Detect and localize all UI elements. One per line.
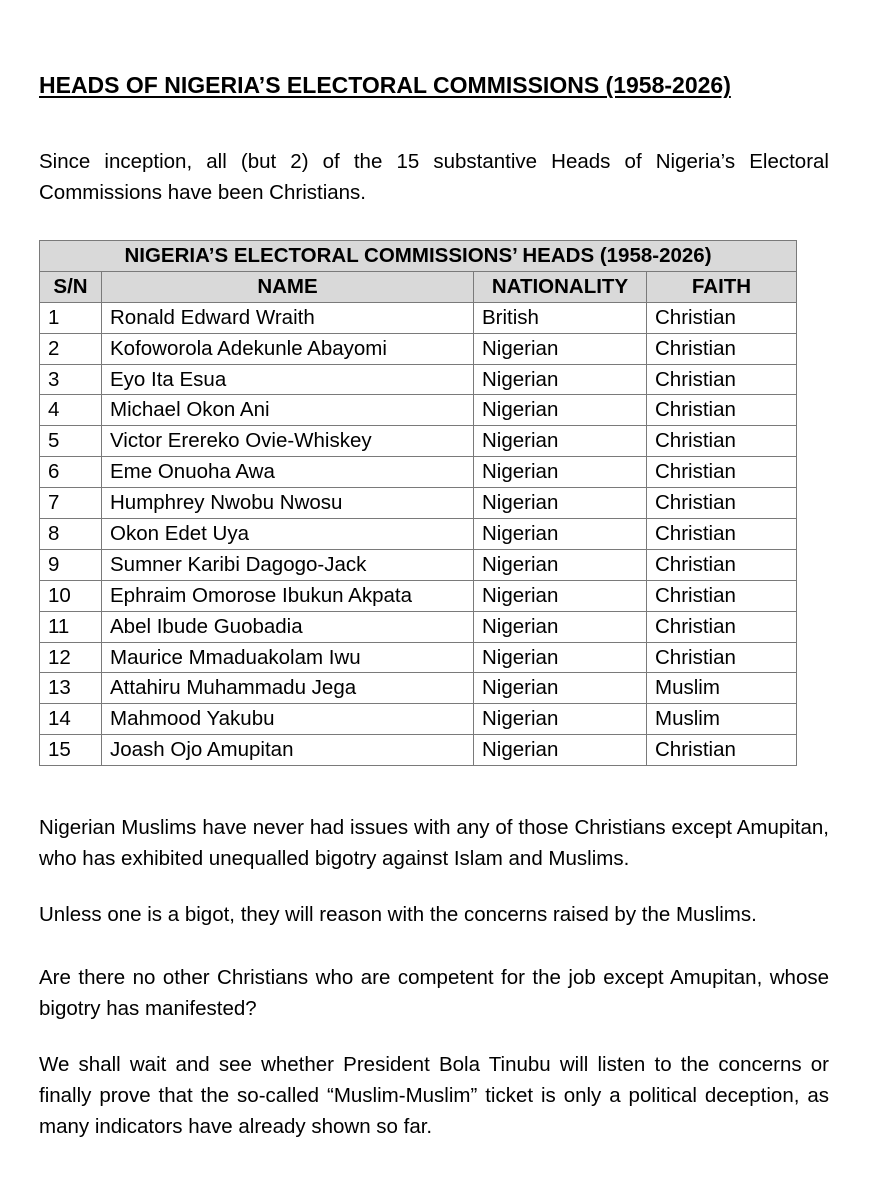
cell-sn: 7	[40, 488, 102, 519]
header-faith: FAITH	[647, 271, 797, 302]
table-header-row	[40, 271, 797, 302]
cell-name: Ephraim Omorose Ibukun Akpata	[102, 580, 474, 611]
cell-faith: Muslim	[647, 704, 797, 735]
paragraph-1: Nigerian Muslims have never had issues with any of those Christians except Amupitan, who has exhibited unequalled bigotry against Islam and Muslims.	[39, 816, 829, 870]
paragraph-4: We shall wait and see whether President Bola Tinubu will listen to the concerns or finally prove that the so-called “Muslim-Muslim” ticket is only a political deception, as many indicators have already shown so far.	[39, 1053, 829, 1138]
cell-name: Eme Onuoha Awa	[102, 457, 474, 488]
table-row	[40, 549, 797, 580]
table-caption-row	[40, 241, 797, 272]
cell-name: Humphrey Nwobu Nwosu	[102, 488, 474, 519]
cell-nationality: Nigerian	[474, 673, 647, 704]
cell-nationality: Nigerian	[474, 549, 647, 580]
cell-name: Abel Ibude Guobadia	[102, 611, 474, 642]
table-row	[40, 364, 797, 395]
cell-faith: Christian	[647, 519, 797, 550]
cell-sn: 8	[40, 519, 102, 550]
table-row	[40, 611, 797, 642]
header-sn: S/N	[40, 271, 102, 302]
cell-sn: 15	[40, 735, 102, 766]
cell-nationality: Nigerian	[474, 426, 647, 457]
cell-faith: Christian	[647, 580, 797, 611]
cell-nationality: Nigerian	[474, 395, 647, 426]
header-nationality: NATIONALITY	[474, 271, 647, 302]
cell-name: Mahmood Yakubu	[102, 704, 474, 735]
cell-nationality: Nigerian	[474, 642, 647, 673]
table-row	[40, 580, 797, 611]
cell-nationality: Nigerian	[474, 735, 647, 766]
cell-name: Maurice Mmaduakolam Iwu	[102, 642, 474, 673]
table-caption: NIGERIA’S ELECTORAL COMMISSIONS’ HEADS (1958-2026)	[40, 241, 797, 272]
cell-faith: Christian	[647, 611, 797, 642]
cell-sn: 10	[40, 580, 102, 611]
cell-nationality: British	[474, 302, 647, 333]
table-row	[40, 488, 797, 519]
cell-sn: 14	[40, 704, 102, 735]
cell-faith: Muslim	[647, 673, 797, 704]
cell-faith: Christian	[647, 642, 797, 673]
cell-sn: 5	[40, 426, 102, 457]
cell-nationality: Nigerian	[474, 704, 647, 735]
cell-faith: Christian	[647, 333, 797, 364]
cell-name: Michael Okon Ani	[102, 395, 474, 426]
cell-name: Attahiru Muhammadu Jega	[102, 673, 474, 704]
cell-faith: Christian	[647, 302, 797, 333]
cell-name: Okon Edet Uya	[102, 519, 474, 550]
cell-faith: Christian	[647, 395, 797, 426]
cell-faith: Christian	[647, 426, 797, 457]
cell-name: Kofoworola Adekunle Abayomi	[102, 333, 474, 364]
cell-sn: 9	[40, 549, 102, 580]
intro-paragraph: Since inception, all (but 2) of the 15 substantive Heads of Nigeria’s Electoral Commissions have been Christians.	[39, 150, 829, 204]
paragraph-3: Are there no other Christians who are competent for the job except Amupitan, whose bigotry has manifested?	[39, 966, 829, 1020]
cell-nationality: Nigerian	[474, 364, 647, 395]
document-title: HEADS OF NIGERIA’S ELECTORAL COMMISSIONS (1958-2026)	[39, 72, 731, 98]
cell-nationality: Nigerian	[474, 457, 647, 488]
table-row	[40, 395, 797, 426]
cell-faith: Christian	[647, 488, 797, 519]
cell-sn: 4	[40, 395, 102, 426]
table-row	[40, 673, 797, 704]
cell-faith: Christian	[647, 549, 797, 580]
table-row	[40, 333, 797, 364]
cell-name: Sumner Karibi Dagogo-Jack	[102, 549, 474, 580]
table-row	[40, 519, 797, 550]
header-name: NAME	[102, 271, 474, 302]
table-row	[40, 704, 797, 735]
cell-sn: 11	[40, 611, 102, 642]
cell-sn: 1	[40, 302, 102, 333]
cell-sn: 3	[40, 364, 102, 395]
cell-name: Victor Erereko Ovie-Whiskey	[102, 426, 474, 457]
table-row	[40, 426, 797, 457]
cell-sn: 12	[40, 642, 102, 673]
cell-faith: Christian	[647, 457, 797, 488]
table-row	[40, 302, 797, 333]
cell-nationality: Nigerian	[474, 333, 647, 364]
cell-name: Ronald Edward Wraith	[102, 302, 474, 333]
cell-sn: 6	[40, 457, 102, 488]
cell-name: Eyo Ita Esua	[102, 364, 474, 395]
cell-nationality: Nigerian	[474, 580, 647, 611]
table-row	[40, 735, 797, 766]
cell-faith: Christian	[647, 735, 797, 766]
table-body	[40, 302, 797, 765]
cell-sn: 13	[40, 673, 102, 704]
paragraph-2: Unless one is a bigot, they will reason with the concerns raised by the Muslims.	[39, 903, 757, 926]
table-row	[40, 642, 797, 673]
heads-table	[39, 240, 797, 766]
cell-nationality: Nigerian	[474, 519, 647, 550]
cell-sn: 2	[40, 333, 102, 364]
cell-nationality: Nigerian	[474, 611, 647, 642]
cell-faith: Christian	[647, 364, 797, 395]
cell-nationality: Nigerian	[474, 488, 647, 519]
table-row	[40, 457, 797, 488]
cell-name: Joash Ojo Amupitan	[102, 735, 474, 766]
